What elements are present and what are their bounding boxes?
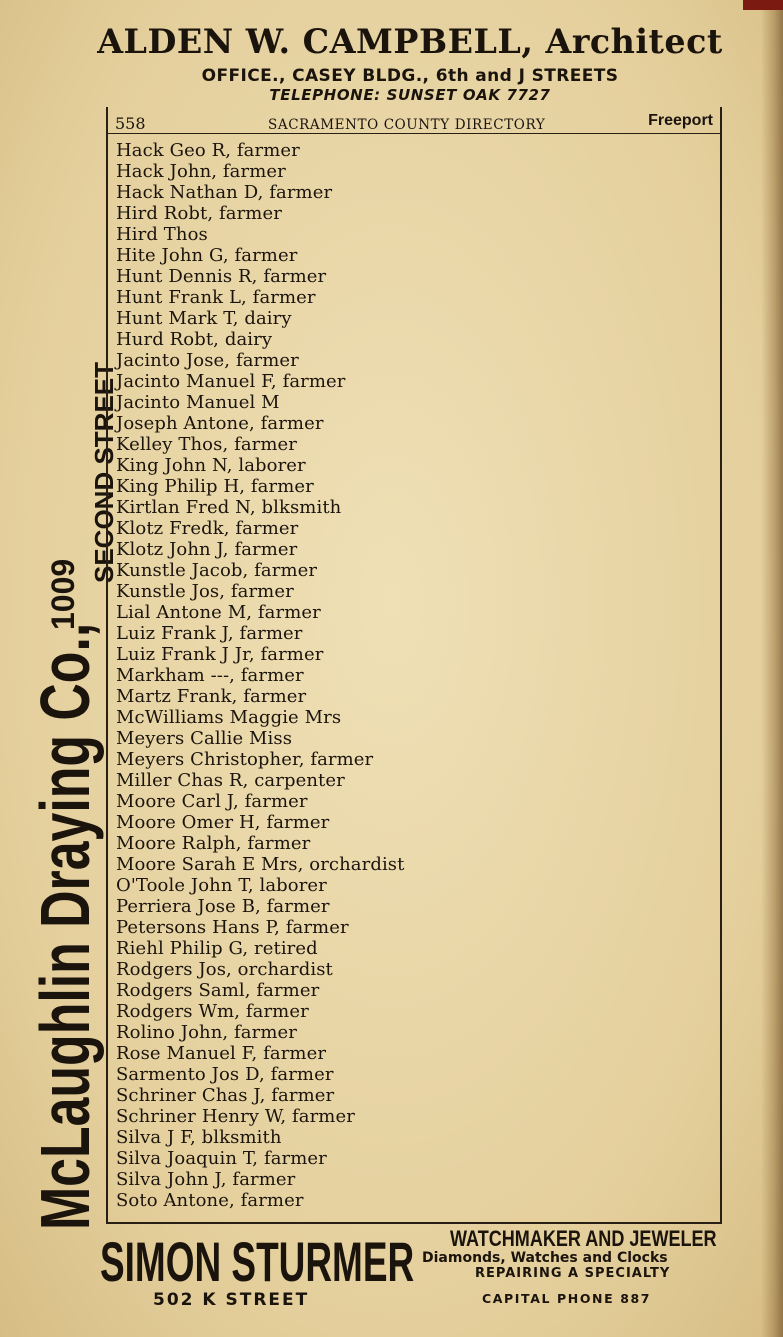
directory-entry: Moore Omer H, farmer xyxy=(116,812,330,833)
ad-jeweler-name: SIMON STURMER xyxy=(100,1230,415,1293)
directory-entry: Silva J F, blksmith xyxy=(116,1127,282,1148)
ad-jeweler-phone: CAPITAL PHONE 887 xyxy=(482,1291,652,1306)
directory-entry: Hack Nathan D, farmer xyxy=(116,182,333,203)
directory-entry: Kirtlan Fred N, blksmith xyxy=(116,497,342,518)
directory-entry: Hird Robt, farmer xyxy=(116,203,282,224)
ad-architect-office: OFFICE., CASEY BLDG., 6th and J STREETS xyxy=(201,66,619,86)
directory-entry: Luiz Frank J Jr, farmer xyxy=(116,644,324,665)
directory-entry: Hunt Mark T, dairy xyxy=(116,308,292,329)
ad-jeweler-repair: REPAIRING A SPECIALTY xyxy=(475,1266,671,1281)
directory-entry: Klotz Fredk, farmer xyxy=(116,518,299,539)
directory-entry: Perriera Jose B, farmer xyxy=(116,896,330,917)
directory-entry: Kunstle Jos, farmer xyxy=(116,581,294,602)
ad-draying-street: SECOND STREET xyxy=(89,361,119,583)
ad-jeweler-goods: Diamonds, Watches and Clocks xyxy=(422,1250,668,1266)
directory-entry: Moore Sarah E Mrs, orchardist xyxy=(116,854,405,875)
directory-entry: Klotz John J, farmer xyxy=(116,539,298,560)
directory-entry: Rose Manuel F, farmer xyxy=(116,1043,327,1064)
directory-entry: Jacinto Manuel M xyxy=(116,392,280,413)
directory-entry: Hack John, farmer xyxy=(116,161,286,182)
directory-entry: Petersons Hans P, farmer xyxy=(116,917,349,938)
directory-entry: Kelley Thos, farmer xyxy=(116,434,298,455)
section-place: Freeport xyxy=(648,112,713,129)
directory-entry: Rolino John, farmer xyxy=(116,1022,297,1043)
directory-entry: Hurd Robt, dairy xyxy=(116,329,273,350)
directory-entry: Soto Antone, farmer xyxy=(116,1190,304,1211)
directory-entry: Meyers Callie Miss xyxy=(116,728,293,749)
directory-entry: Silva Joaquin T, farmer xyxy=(116,1148,327,1169)
directory-entry: Jacinto Jose, farmer xyxy=(116,350,299,371)
directory-entry: Riehl Philip G, retired xyxy=(116,938,318,959)
directory-entries xyxy=(116,140,716,1211)
directory-entry: Jacinto Manuel F, farmer xyxy=(116,371,346,392)
directory-entry: Rodgers Jos, orchardist xyxy=(116,959,333,980)
directory-entry: Moore Ralph, farmer xyxy=(116,833,311,854)
directory-entry: McWilliams Maggie Mrs xyxy=(116,707,342,728)
directory-entry: Schriner Chas J, farmer xyxy=(116,1085,335,1106)
directory-entry: Sarmento Jos D, farmer xyxy=(116,1064,334,1085)
directory-entry: Markham ---, farmer xyxy=(116,665,304,686)
directory-entry: Hite John G, farmer xyxy=(116,245,298,266)
directory-entry: Lial Antone M, farmer xyxy=(116,602,321,623)
directory-entry: King Philip H, farmer xyxy=(116,476,314,497)
directory-entry: Hack Geo R, farmer xyxy=(116,140,300,161)
directory-entry: Joseph Antone, farmer xyxy=(116,413,324,434)
directory-entry: Hunt Frank L, farmer xyxy=(116,287,316,308)
page-number: 558 xyxy=(115,114,146,133)
directory-entry: O'Toole John T, laborer xyxy=(116,875,327,896)
directory-entry: Schriner Henry W, farmer xyxy=(116,1106,355,1127)
directory-entry: Miller Chas R, carpenter xyxy=(116,770,345,791)
directory-entry: Martz Frank, farmer xyxy=(116,686,307,707)
directory-entry: Rodgers Wm, farmer xyxy=(116,1001,309,1022)
top-advertisement xyxy=(0,22,783,104)
directory-entry: Luiz Frank J, farmer xyxy=(116,623,303,644)
directory-entry: King John N, laborer xyxy=(116,455,306,476)
corner-mark xyxy=(743,0,783,10)
ad-draying-number: 1009 xyxy=(45,558,81,630)
directory-entry: Meyers Christopher, farmer xyxy=(116,749,374,770)
directory-entry: Rodgers Saml, farmer xyxy=(116,980,320,1001)
ad-jeweler-trade: WATCHMAKER AND JEWELER xyxy=(450,1226,717,1251)
bottom-advertisement xyxy=(0,1224,783,1337)
directory-entry: Hunt Dennis R, farmer xyxy=(116,266,327,287)
header-rule xyxy=(106,133,720,134)
directory-entry: Moore Carl J, farmer xyxy=(116,791,308,812)
ad-jeweler-address: 502 K STREET xyxy=(153,1290,310,1310)
page-edge-shadow xyxy=(761,0,783,1337)
ad-architect-telephone: TELEPHONE: SUNSET OAK 7727 xyxy=(269,86,551,104)
directory-entry: Hird Thos xyxy=(116,224,208,245)
ad-architect-name: ALDEN W. CAMPBELL, Architect xyxy=(97,22,723,62)
ad-draying-company: McLaughlin Draying Co., xyxy=(26,622,104,1230)
directory-entry: Silva John J, farmer xyxy=(116,1169,296,1190)
side-advertisement xyxy=(25,135,119,1230)
directory-entry: Kunstle Jacob, farmer xyxy=(116,560,318,581)
directory-title: SACRAMENTO COUNTY DIRECTORY xyxy=(268,117,546,133)
